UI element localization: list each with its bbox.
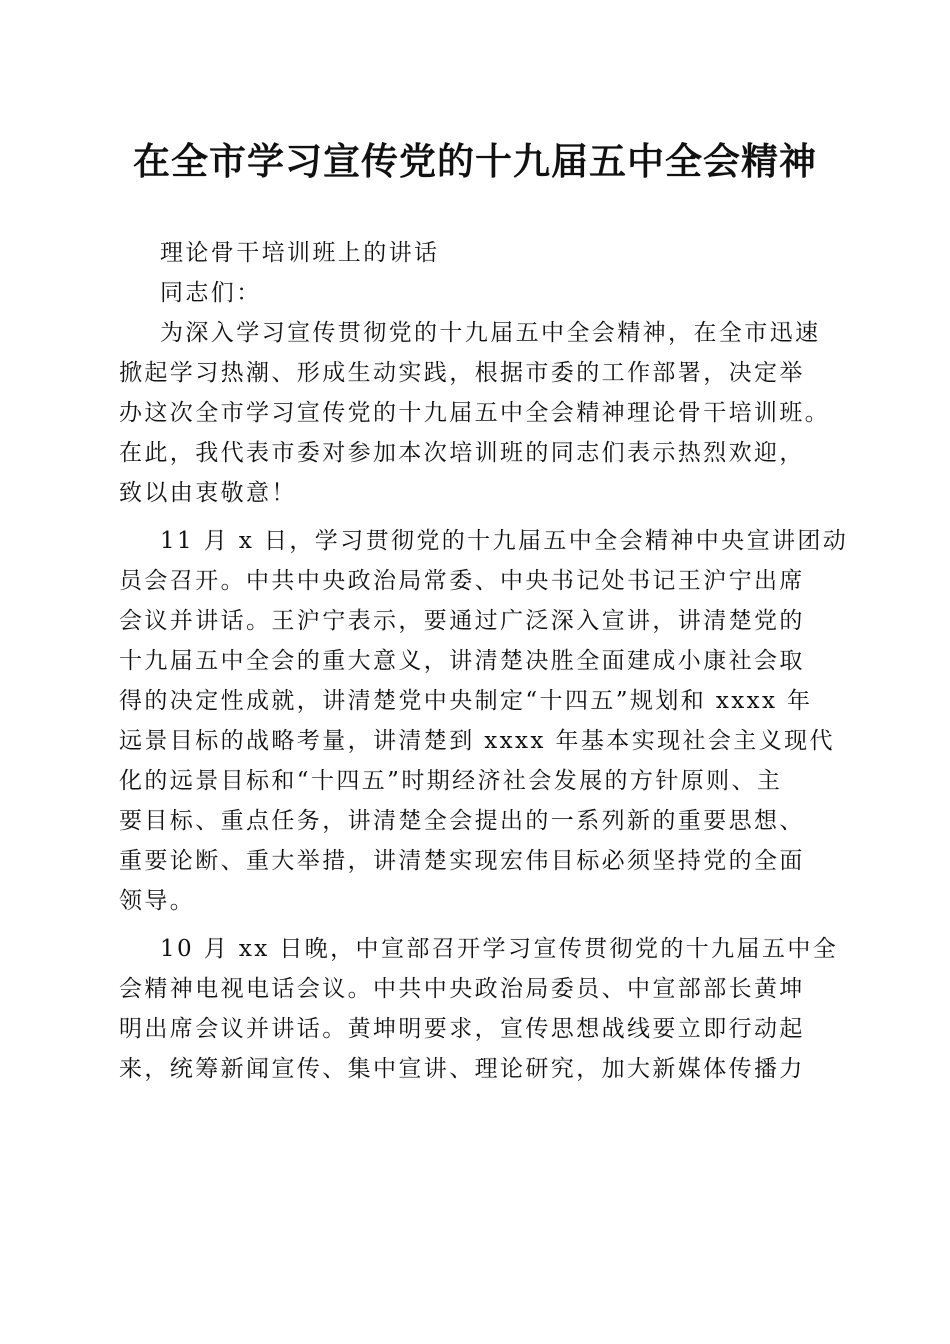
- paragraph-2: [119, 521, 849, 921]
- paragraph-line: 为深入学习宣传贯彻党的十九届五中全会精神，在全市迅速: [160, 320, 821, 346]
- paragraph-line: 得的决定性成就，讲清楚党中央制定“十四五”规划和 xxxx 年: [119, 688, 813, 714]
- paragraph-3: [119, 929, 839, 1089]
- paragraph-line: 会精神电视电话会议。中共中央政治局委员、中宣部部长黄坤: [119, 976, 805, 1002]
- paragraph-line: 重要论断、重大举措，讲清楚实现宏伟目标必须坚持党的全面: [119, 848, 805, 874]
- salutation: 同志们：: [160, 280, 262, 306]
- paragraph-line: 会议并讲话。王沪宁表示，要通过广泛深入宣讲，讲清楚党的: [119, 608, 805, 634]
- paragraph-line: 远景目标的战略考量，讲清楚到 xxxx 年基本实现社会主义现代: [119, 728, 835, 754]
- paragraph-line: 11 月 x 日，学习贯彻党的十九届五中全会精神中央宣讲团动: [160, 528, 849, 554]
- paragraph-line: 十九届五中全会的重大意义，讲清楚决胜全面建成小康社会取: [119, 648, 805, 674]
- paragraph-line: 化的远景目标和“十四五”时期经济社会发展的方针原则、主: [119, 768, 783, 794]
- paragraph-line: 员会召开。中共中央政治局常委、中央书记处书记王沪宁出席: [119, 568, 805, 594]
- paragraph-1: [119, 313, 834, 513]
- paragraph-line: 明出席会议并讲话。黄坤明要求，宣传思想战线要立即行动起: [119, 1016, 805, 1042]
- paragraph-line: 致以由衷敬意！: [119, 480, 297, 506]
- paragraph-line: 来，统筹新闻宣传、集中宣讲、理论研究，加大新媒体传播力: [119, 1056, 805, 1082]
- document-title: 在全市学习宣传党的十九届五中全会精神: [133, 139, 817, 183]
- paragraph-line: 领导。: [119, 888, 196, 914]
- subtitle: 理论骨干培训班上的讲话: [160, 240, 440, 266]
- paragraph-line: 掀起学习热潮、形成生动实践，根据市委的工作部署，决定举: [119, 360, 805, 386]
- paragraph-line: 要目标、重点任务，讲清楚全会提出的一系列新的重要思想、: [119, 808, 805, 834]
- paragraph-line: 办这次全市学习宣传党的十九届五中全会精神理论骨干培训班。: [119, 400, 831, 426]
- document-body: [119, 233, 849, 1089]
- paragraph-line: 在此，我代表市委对参加本次培训班的同志们表示热烈欢迎，: [119, 440, 805, 466]
- paragraph-line: 10 月 xx 日晚，中宣部召开学习宣传贯彻党的十九届五中全: [160, 936, 839, 962]
